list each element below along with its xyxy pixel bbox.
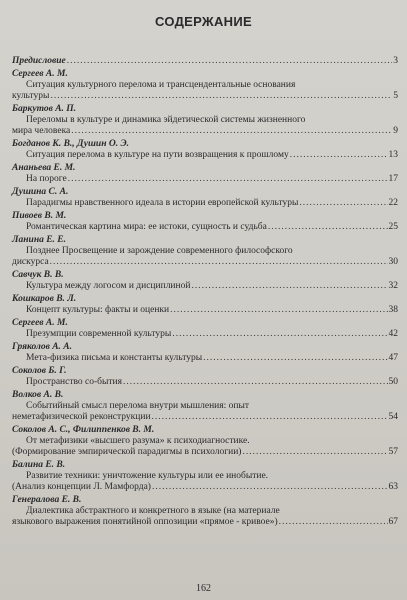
toc-author: Сергеев А. М.: [12, 69, 68, 79]
toc-title-text: (Анализ концепции Л. Мамфорда): [12, 482, 151, 492]
toc-entry: [12, 56, 398, 67]
toc-title-text: Мета-физика письма и константы культуры: [26, 353, 203, 363]
dot-leader: [172, 329, 387, 340]
toc-page-number: 17: [388, 174, 398, 184]
toc-title-line: [12, 353, 398, 364]
page-number: 162: [196, 583, 211, 594]
toc-title-line: [12, 257, 398, 268]
toc-entry: [12, 495, 398, 528]
toc-title-line: Ситуация культурного перелома и трансцендентальные основания: [26, 80, 296, 90]
toc-page-number: 57: [388, 447, 398, 457]
toc-page-number: 5: [393, 91, 398, 101]
toc-author: Волков А. В.: [12, 390, 64, 400]
toc-page-number: 67: [388, 517, 398, 527]
toc-title-line: [12, 517, 398, 528]
toc-title-line: Переломы в культуре и динамика эйдетической системы жизненного: [26, 115, 306, 125]
toc-author: Богданов К. В., Душин О. Э.: [12, 139, 130, 149]
toc-author: Ланина Е. Е.: [12, 235, 67, 245]
toc-author: Сергеев А. М.: [12, 318, 68, 328]
toc-page-number: 47: [388, 353, 398, 363]
toc-author: Ананьева Е. М.: [12, 163, 76, 173]
toc-title-line: [12, 198, 398, 209]
toc-page-number: 30: [388, 257, 398, 267]
dot-leader: [50, 257, 388, 268]
table-of-contents: [12, 56, 398, 530]
dot-leader: [152, 482, 388, 493]
toc-author: Савчук В. В.: [12, 270, 64, 280]
toc-title-line: Позднее Просвещение и зарождение современного философского: [26, 246, 293, 256]
toc-title-line: [12, 174, 398, 185]
toc-title-line: [12, 412, 398, 423]
toc-page-number: 54: [388, 412, 398, 422]
toc-title-line: [12, 150, 398, 161]
toc-author: Соколов Б. Г.: [12, 366, 67, 376]
toc-title-line: Развитие техники: уничтожение культуры или ее инобытие.: [26, 471, 269, 481]
toc-title-text: культуры: [12, 91, 50, 101]
toc-entry: [12, 211, 398, 233]
toc-title-line: [12, 281, 398, 292]
toc-page-number: 32: [388, 281, 398, 291]
dot-leader: [50, 91, 392, 102]
toc-author: Предисловие: [12, 56, 66, 66]
toc-page-number: 3: [393, 56, 398, 66]
toc-entry: [12, 187, 398, 209]
toc-title-text: мира человека: [12, 126, 71, 136]
toc-entry: [12, 425, 398, 458]
toc-title-text: Парадигмы нравственного идеала в истории европейской культуры: [26, 198, 299, 208]
toc-title-line: [12, 377, 398, 388]
dot-leader: [68, 174, 388, 185]
toc-title-line: [12, 126, 398, 137]
dot-leader: [279, 517, 388, 528]
toc-entry: [12, 235, 398, 268]
toc-page-number: 25: [388, 222, 398, 232]
toc-author: Кошкаров В. Л.: [12, 294, 77, 304]
toc-title-text: Концепт культуры: факты и оценки: [26, 305, 170, 315]
dot-leader: [170, 305, 387, 316]
toc-title-line: [12, 329, 398, 340]
toc-title-line: [12, 447, 398, 458]
toc-title-line: [12, 222, 398, 233]
toc-entry: [12, 390, 398, 423]
toc-author: Душина С. А.: [12, 187, 69, 197]
dot-leader: [123, 377, 388, 388]
toc-author: Пивоев В. М.: [12, 211, 67, 221]
toc-entry: [12, 163, 398, 185]
dot-leader: [299, 198, 387, 209]
dot-leader: [152, 412, 388, 423]
toc-author: Гряколов А. А.: [12, 342, 73, 352]
toc-title-line: Диалектика абстрактного и конкретного в языке (на материале: [26, 506, 280, 516]
toc-page-number: 50: [388, 377, 398, 387]
dot-leader: [242, 447, 387, 458]
toc-entry: [12, 342, 398, 364]
toc-title-text: дискурса: [12, 257, 49, 267]
toc-page-number: 42: [388, 329, 398, 339]
toc-title-line: От метафизики «высшего разума» к психодиагностике.: [26, 436, 250, 446]
toc-page-number: 38: [388, 305, 398, 315]
toc-page-number: 13: [388, 150, 398, 160]
toc-title-text: Культура между логосом и дисциплиной: [26, 281, 191, 291]
toc-title-text: Пространство со-бытия: [26, 377, 122, 387]
toc-title-line: [12, 305, 398, 316]
toc-entry: [12, 270, 398, 292]
toc-title-line: [12, 482, 398, 493]
toc-title-text: На пороге: [26, 174, 67, 184]
toc-entry: [12, 104, 398, 137]
toc-entry: [12, 318, 398, 340]
toc-page-number: 9: [393, 126, 398, 136]
toc-title-text: неметафизической реконструкции: [12, 412, 151, 422]
dot-leader: [71, 126, 392, 137]
page-title: СОДЕРЖАНИЕ: [155, 14, 252, 29]
toc-page-number: 63: [388, 482, 398, 492]
toc-author: Баркутов А. П.: [12, 104, 77, 114]
toc-title-text: Ситуация перелома в культуре на пути возвращения к прошлому: [26, 150, 289, 160]
toc-title-text: Романтическая картина мира: ее истоки, сущность и судьба: [26, 222, 267, 232]
toc-title-line: Событийный смысл перелома внутри мышления: опыт: [26, 401, 249, 411]
toc-title-text: языкового выражения понятийной оппозиции «прямое - кривое»): [12, 517, 278, 527]
dot-leader: [290, 150, 388, 161]
toc-entry: [12, 294, 398, 316]
toc-entry: [12, 366, 398, 388]
toc-title-text: (Формирование эмпирической парадигмы в психологии): [12, 447, 242, 457]
toc-author: Балина Е. В.: [12, 460, 66, 470]
dot-leader: [67, 56, 393, 67]
toc-line: [12, 56, 398, 67]
dot-leader: [203, 353, 387, 364]
toc-author: Генералова Е. В.: [12, 495, 82, 505]
toc-page-number: 22: [388, 198, 398, 208]
toc-entry: [12, 460, 398, 493]
toc-entry: [12, 69, 398, 102]
toc-title-text: Презумпции современной культуры: [26, 329, 172, 339]
toc-title-line: [12, 91, 398, 102]
toc-author: Соколов А. С., Филиппенков В. М.: [12, 425, 155, 435]
toc-entry: [12, 139, 398, 161]
dot-leader: [191, 281, 387, 292]
dot-leader: [268, 222, 388, 233]
